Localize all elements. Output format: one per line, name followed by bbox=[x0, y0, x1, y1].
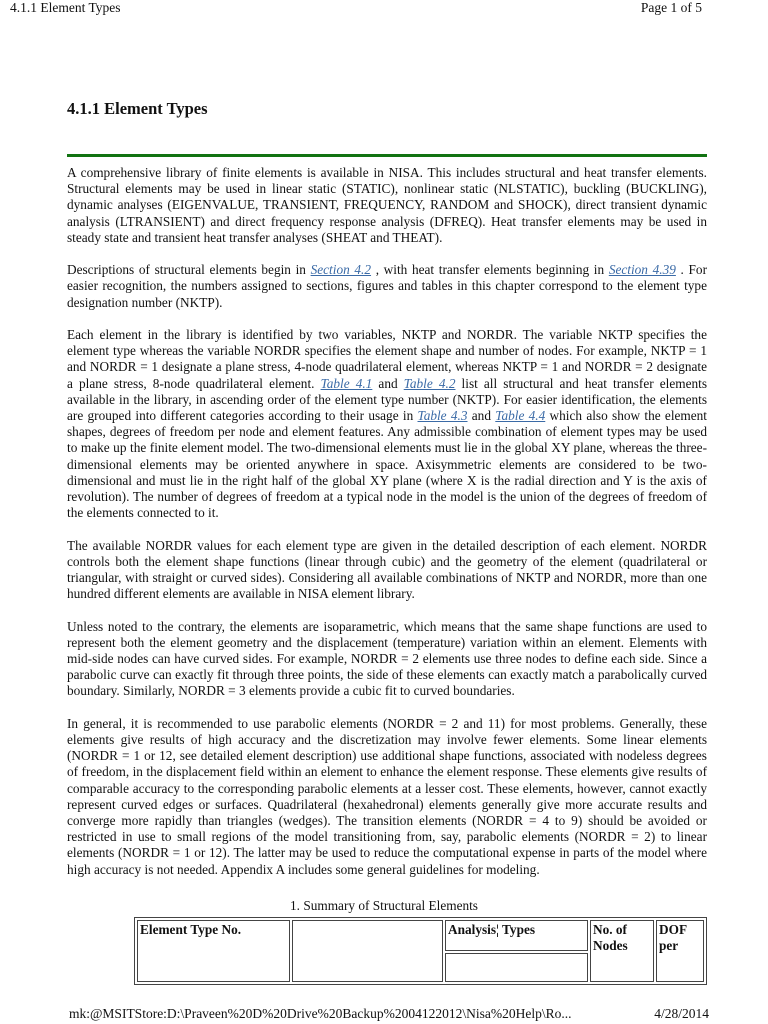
text-run: , with heat transfer elements beginning in bbox=[371, 262, 609, 278]
page-title: 4.1.1 Element Types bbox=[67, 99, 208, 118]
header-element-type: Element Type No. bbox=[137, 920, 290, 982]
table-4-1-link[interactable]: Table 4.1 bbox=[320, 375, 373, 391]
table-4-2-link[interactable]: Table 4.2 bbox=[403, 375, 456, 391]
header-dof-per: DOF per bbox=[656, 920, 704, 982]
text-run: which also show the element shapes, degrees of freedom per node and element features. Any admissible combination of element types may be used to make up the finite element model. The two-dimensional elements must lie in the global XY plane, whereas the three-dimensional elements may be oriented anywhere in space. Axisymmetric elements are considered to be two-dimensional and must lie in the right half of the global XY plane (where X is the radial direction and Y is the axis of revolution). The number of degrees of freedom at a typical node in the model is the union of the degrees of freedom of the elements connected to it. bbox=[67, 408, 708, 521]
text-run: Descriptions of structural elements begin in bbox=[67, 262, 311, 278]
header-analysis-subcell bbox=[445, 953, 588, 982]
table-4-3-link[interactable]: Table 4.3 bbox=[417, 408, 468, 424]
footer-path: mk:@MSITStore:D:\Praveen%20D%20Drive%20Backup%2004122012\Nisa%20Help\Ro... bbox=[69, 1006, 572, 1021]
footer bbox=[69, 1006, 709, 1022]
header-blank-cell bbox=[292, 920, 443, 982]
section-4-2-link[interactable]: Section 4.2 bbox=[310, 262, 372, 278]
identification-paragraph bbox=[67, 327, 707, 521]
header-no-of-nodes: No. of Nodes bbox=[590, 920, 654, 982]
recommendation-paragraph: In general, it is recommended to use parabolic elements (NORDR = 2 and 11) for most problems. Generally, these elements give results of high accuracy and the discretization may involve fewer elements. Some linear elements (NORDR = 1 or 12, see detailed element description) use additional shape functions, associated with nodeless degrees of freedom, in the displacement field within an element to enhance the element response. These elements give results of comparable accuracy to the corresponding parabolic elements at a lesser cost. These elements, however, cannot exactly represent curved edges or surfaces. Quadrilateral (hexahedronal) elements generally give more accurate results and converge more rapidly than triangles (wedges). The transition elements (NORDR = 4 to 9) should be avoided or restricted in use to small regions of the model transitioning from, say, parabolic elements (NORDR = 2) to linear elements (NORDR = 1 or 12). The latter may be used to reduce the computational expense in parts of the model where high accuracy is not needed. Appendix A includes some general guidelines for modeling. bbox=[67, 715, 707, 877]
footer-date: 4/28/2014 bbox=[654, 1006, 709, 1021]
page-number: Page 1 of 5 bbox=[640, 0, 702, 15]
header-analysis-types: Analysis¦ Types bbox=[445, 920, 588, 951]
title-divider bbox=[67, 154, 707, 157]
text-run: list all structural and heat transfer elements available in the library, in ascending order of the element type number (NKTP). For easier identification, the elements are grouped into different categories according to their usage in bbox=[67, 375, 708, 424]
text-run: . For easier recognition, the numbers assigned to sections, figures and tables in this chapter correspond to the element type designation number (NKTP). bbox=[67, 262, 708, 310]
document-body bbox=[67, 165, 707, 894]
isoparametric-paragraph: Unless noted to the contrary, the elements are isoparametric, which means that the same shape functions are used to represent both the element geometry and the displacement (temperature) variation within an element. Elements with mid-side nodes can have curved sides. For example, NORDR = 2 elements use three nodes to define each side. Since a parabolic curve can exactly fit through three points, the side of these elements can exactly match a parabolically curved boundary. Similarly, NORDR = 3 elements provide a cubic fit to curved boundaries. bbox=[67, 618, 707, 699]
text-run: and bbox=[467, 408, 496, 424]
descriptions-paragraph bbox=[67, 262, 707, 311]
table-caption: 1. Summary of Structural Elements bbox=[290, 898, 478, 913]
text-run: Each element in the library is identified by two variables, NKTP and NORDR. The variable NKTP specifies the element type whereas the variable NORDR specifies the element shape and number of nodes. For example, NKTP = 1 and NORDR = 1 designate a plane stress, 4-node quadrilateral element, whereas NKTP = 1 and NORDR = 2 designate a plane stress, 8-node quadrilateral element. bbox=[67, 327, 707, 391]
table-4-4-link[interactable]: Table 4.4 bbox=[495, 408, 546, 424]
structural-elements-table bbox=[134, 917, 707, 985]
intro-paragraph: A comprehensive library of finite elements is available in NISA. This includes structural and heat transfer elements. Structural elements may be used in linear static (STATIC), nonlinear static (NLSTATIC), buckling (BUCKLING), dynamic analyses (EIGENVALUE, TRANSIENT, FREQUENCY, RANDOM and SHOCK), direct transient dynamic analysis (LTRANSIENT) and direct frequency response analysis (DFREQ). Heat transfer elements may be used in steady state and transient heat transfer analyses (SHEAT and THEAT). bbox=[67, 165, 707, 245]
nordr-paragraph: The available NORDR values for each element type are given in the detailed description of each element. NORDR controls both the element shape functions (linear through cubic) and the geometry of the element (quadrilateral or triangular, with straight or curved sides). Considering all available combinations of NKTP and NORDR, more than one hundred different elements are available in NISA element library. bbox=[67, 537, 707, 602]
header-page-title: 4.1.1 Element Types bbox=[10, 0, 121, 15]
section-4-39-link[interactable]: Section 4.39 bbox=[608, 262, 676, 278]
text-run: and bbox=[372, 375, 404, 391]
